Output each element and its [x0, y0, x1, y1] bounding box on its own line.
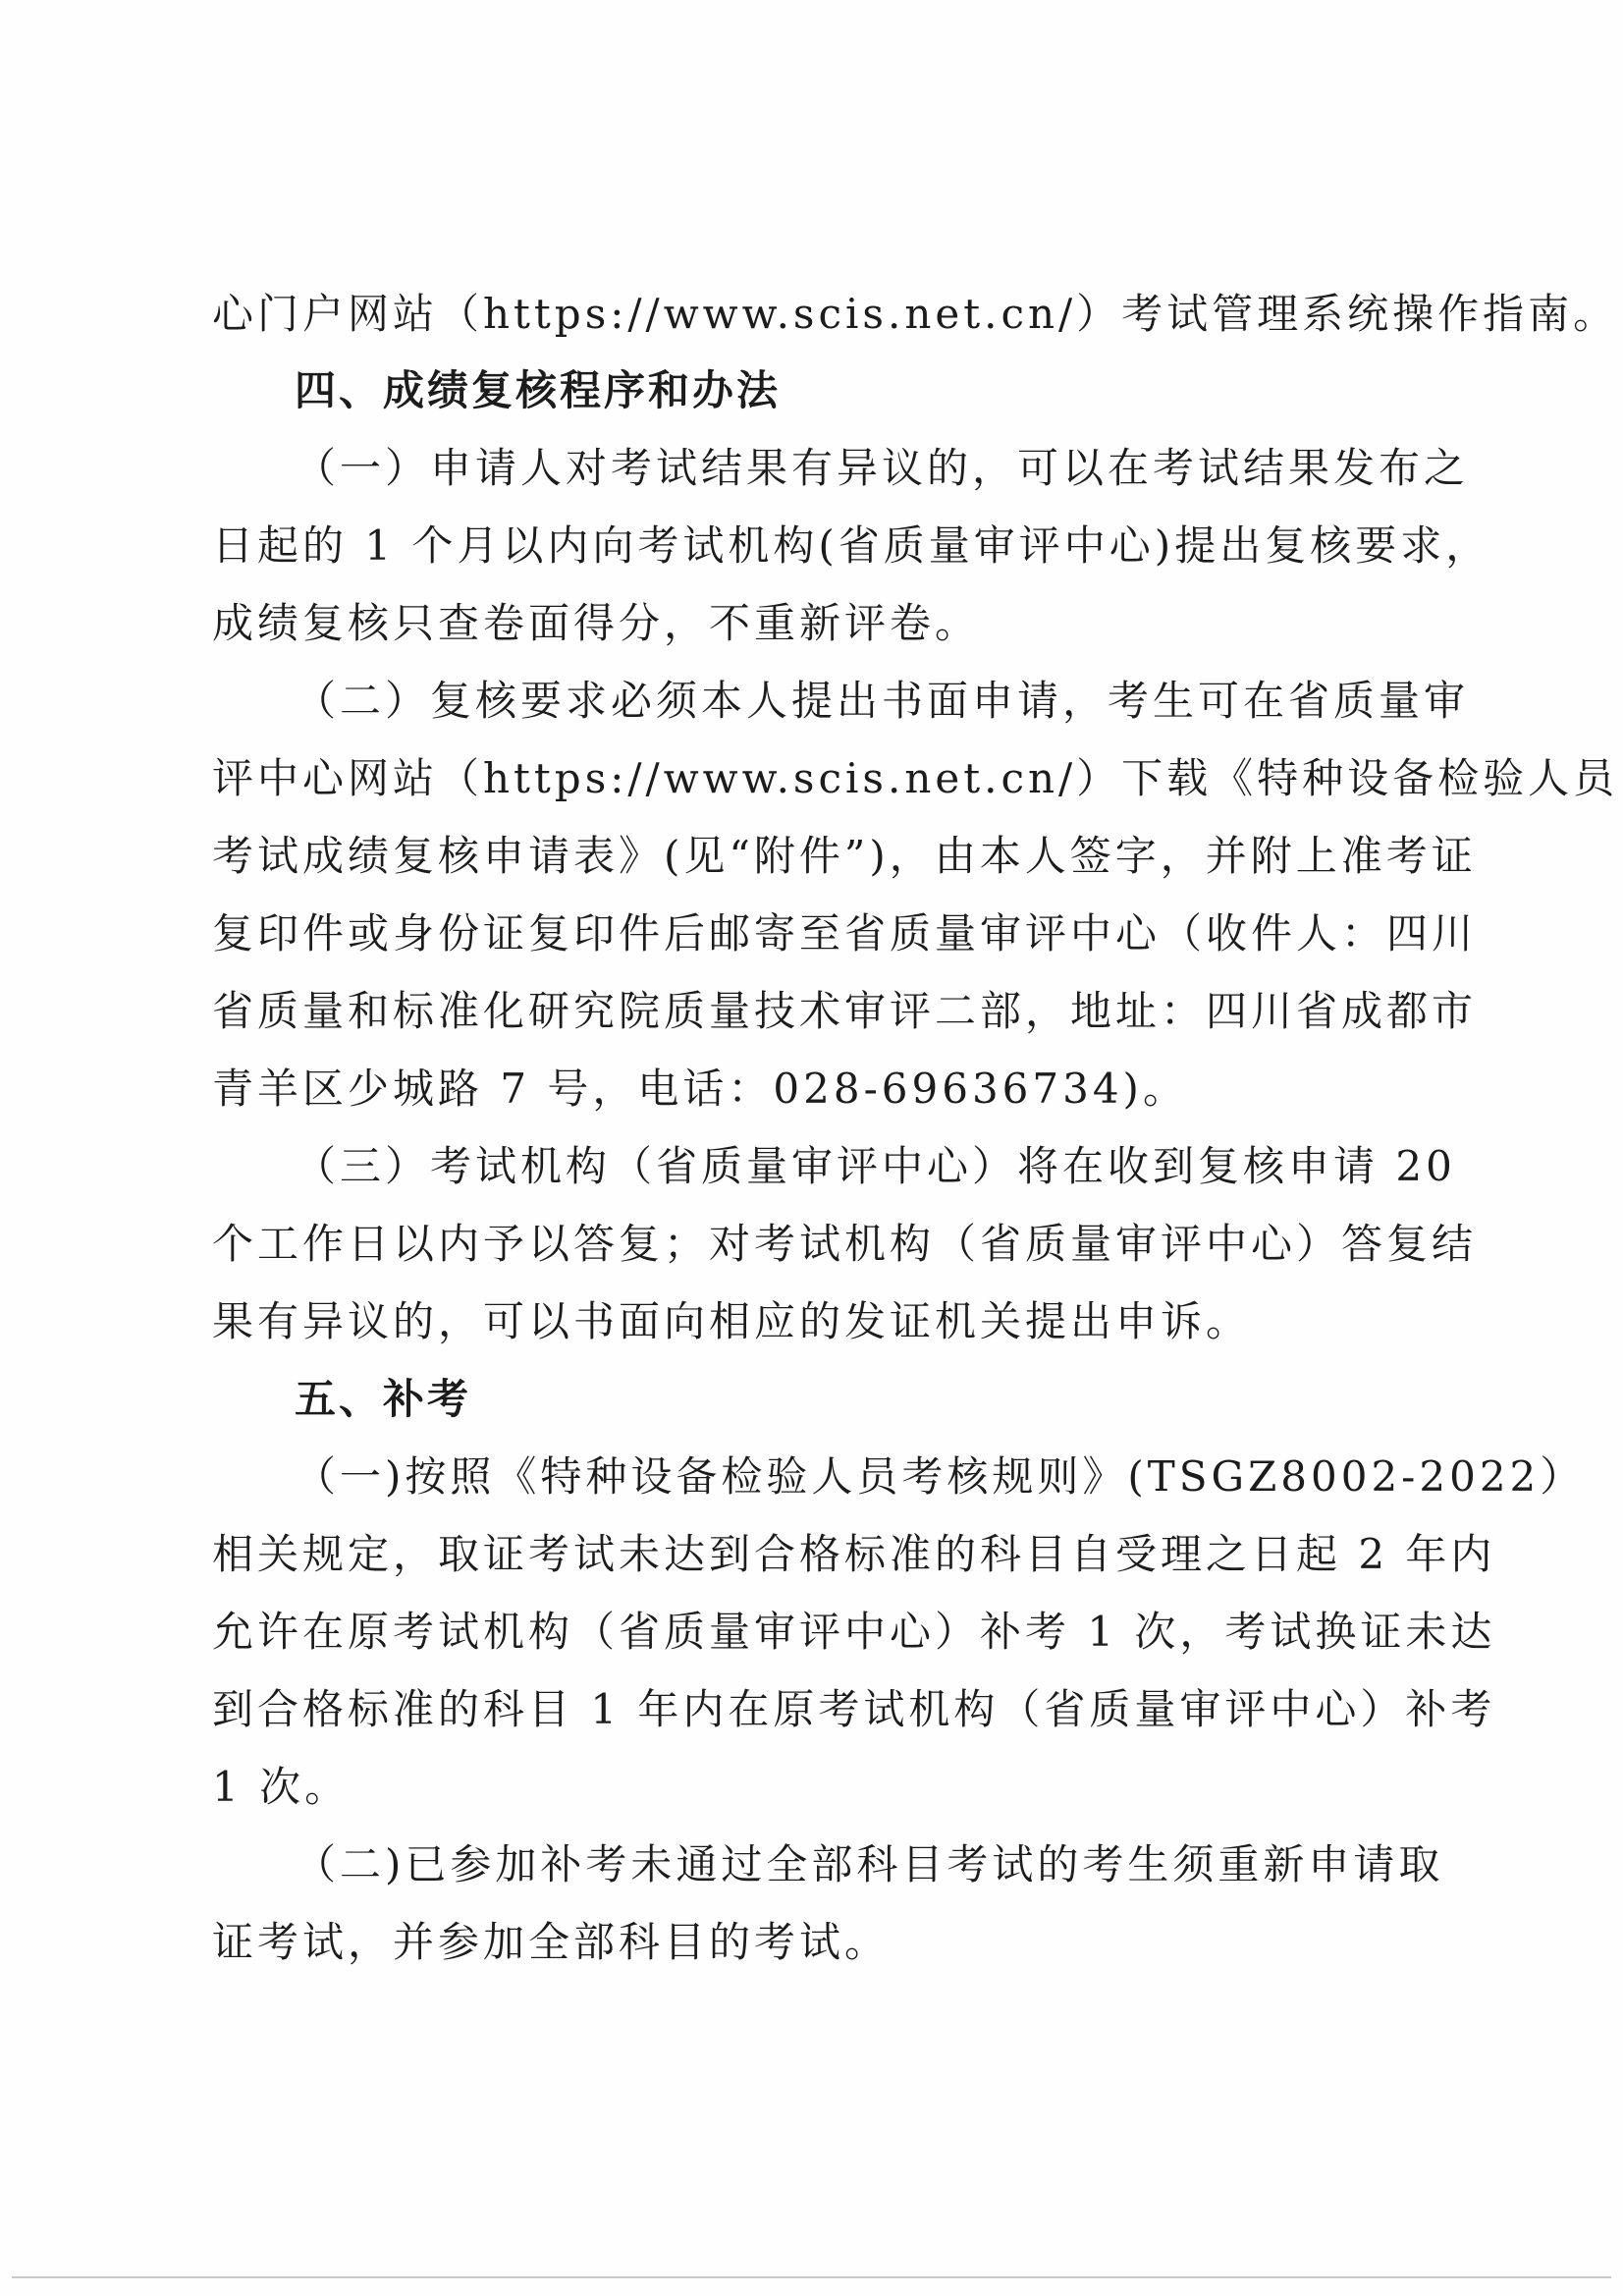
- scan-bottom-edge: [12, 2276, 1611, 2278]
- text-line-1: 心门户网站（https://www.scis.net.cn/）考试管理系统操作指南。: [212, 290, 1619, 338]
- section-heading-4: 四、成绩复核程序和办法: [295, 366, 782, 414]
- text-line-17: 相关规定，取证考试未达到合格标准的科目自受理之日起 2 年内: [212, 1530, 1496, 1578]
- text-line-14: 果有异议的，可以书面向相应的发证机关提出申诉。: [212, 1297, 1252, 1345]
- text-line-8: 考试成绩复核申请表》(见“附件”)，由本人签字，并附上准考证: [212, 832, 1477, 880]
- text-line-10: 省质量和标准化研究院质量技术审评二部，地址：四川省成都市: [212, 987, 1478, 1035]
- text-line-13: 个工作日以内予以答复；对考试机构（省质量审评中心）答复结: [212, 1220, 1478, 1268]
- text-line-19: 到合格标准的科目 1 年内在原考试机构（省质量审评中心）补考: [212, 1685, 1496, 1733]
- text-line-22: 证考试，并参加全部科目的考试。: [212, 1918, 891, 1966]
- text-line-4: 日起的 1 个月以内向考试机构(省质量审评中心)提出复核要求，: [212, 521, 1491, 570]
- text-line-12: （三）考试机构（省质量审评中心）将在收到复核申请 20: [295, 1142, 1456, 1190]
- section-heading-5: 五、补考: [295, 1375, 472, 1423]
- text-line-21: （二)已参加补考未通过全部科目考试的考生须重新申请取: [295, 1840, 1444, 1888]
- text-line-6: （二）复核要求必须本人提出书面申请，考生可在省质量审: [295, 677, 1470, 725]
- text-line-20: 1 次。: [212, 1763, 351, 1811]
- text-line-7: 评中心网站（https://www.scis.net.cn/）下载《特种设备检验人员: [212, 754, 1619, 802]
- text-line-18: 允许在原考试机构（省质量审评中心）补考 1 次，考试换证未达: [212, 1608, 1496, 1656]
- text-line-11: 青羊区少城路 7 号，电话：028-69636734)。: [212, 1065, 1188, 1113]
- text-line-3: （一）申请人对考试结果有异议的，可以在考试结果发布之: [295, 444, 1470, 492]
- text-line-9: 复印件或身份证复印件后邮寄至省质量审评中心（收件人：四川: [212, 909, 1478, 957]
- text-line-16: （一)按照《特种设备检验人员考核规则》(TSGZ8002-2022）: [295, 1452, 1586, 1501]
- text-line-5: 成绩复核只查卷面得分，不重新评卷。: [212, 599, 981, 647]
